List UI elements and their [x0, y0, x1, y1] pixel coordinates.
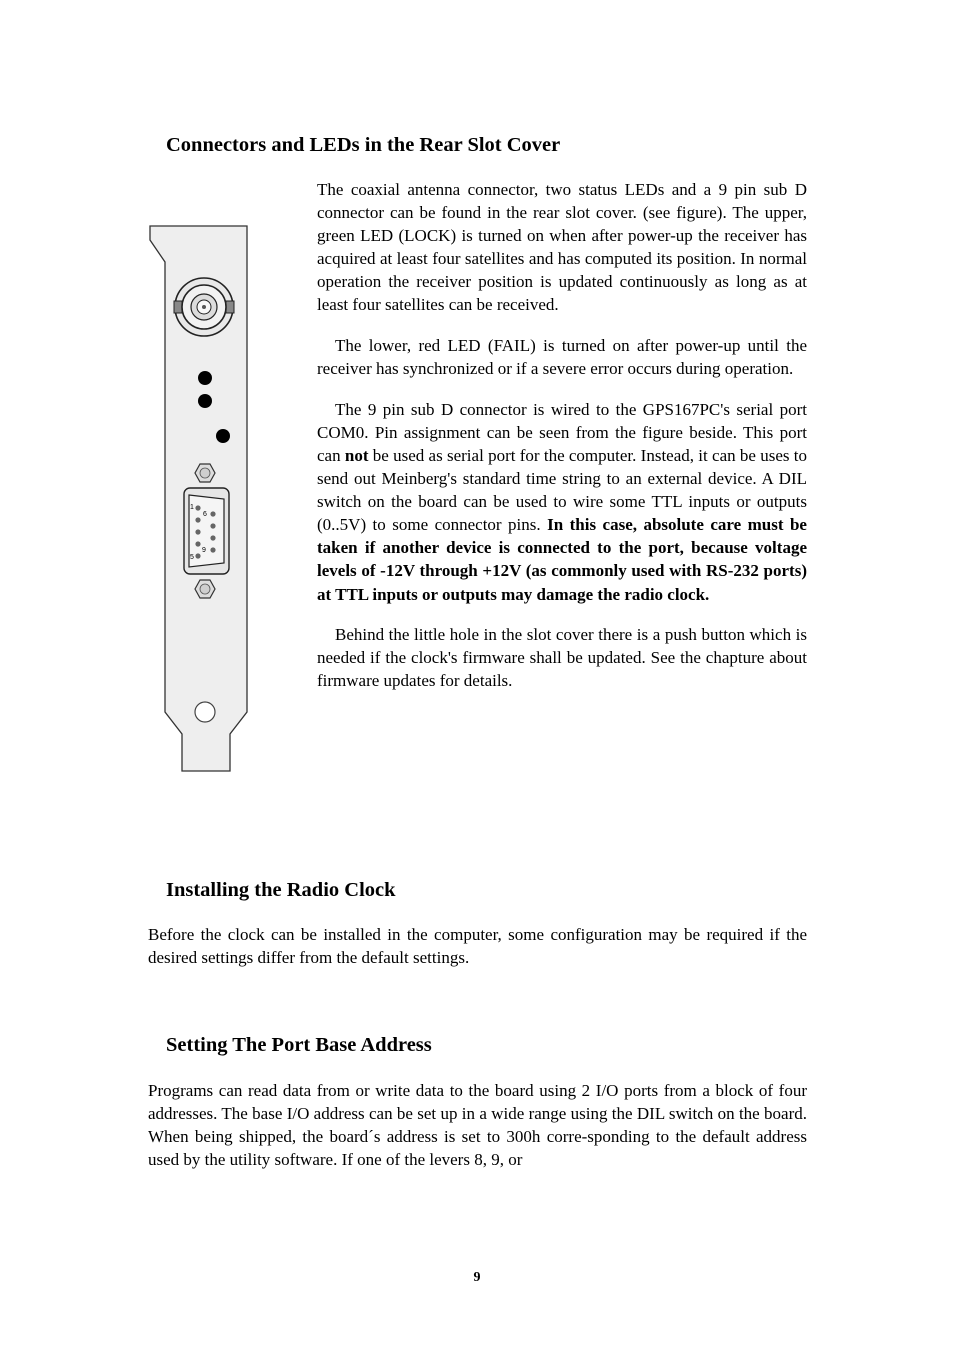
- rear-slot-text-column: [317, 178, 807, 710]
- page-number: 9: [473, 1270, 481, 1285]
- pin-label-1: 1: [190, 504, 194, 511]
- screw-top-icon: [195, 464, 215, 482]
- paragraph-installing: Before the clock can be installed in the computer, some configuration may be required if the desired settings differ from the default settings.: [148, 925, 807, 967]
- led-fail-icon: [198, 394, 212, 408]
- pin-label-9: 9: [202, 547, 206, 554]
- paragraph-connectors: The coaxial antenna connector, two status LEDs and a 9 pin sub D connector can be found in the rear slot cover. (see figure). The upper, green LED (LOCK) is turned on when after power-up the receiver has acquired at least four satellites and has computed its position. In normal operation the receiver position is updated continuously as long as at least four satellites can be received.: [317, 180, 807, 315]
- led-indicator-icon: [216, 429, 230, 443]
- sub-d-connector-icon: [184, 488, 229, 574]
- slot-cover-figure: [146, 222, 250, 774]
- section-heading-port-address: Setting The Port Base Address: [166, 1034, 432, 1056]
- paragraph-fail-led: The lower, red LED (FAIL) is turned on after power-up until the receiver has synchronized or if a severe error occurs during operation.: [317, 336, 807, 379]
- paragraph-push-button: Behind the little hole in the slot cover there is a push button which is needed if the clock's firmware shall be updated. See the chapture about firmware updates for details.: [317, 625, 807, 691]
- firmware-button-hole-icon: [195, 702, 215, 722]
- section-heading-installing: Installing the Radio Clock: [166, 879, 396, 901]
- screw-bottom-icon: [195, 580, 215, 598]
- pin-label-6: 6: [203, 511, 207, 518]
- pin-label-5: 5: [190, 554, 194, 561]
- coax-antenna-connector-icon: [174, 278, 234, 336]
- led-lock-icon: [198, 371, 212, 385]
- paragraph-port-address: Programs can read data from or write data to the board using 2 I/O ports from a block of four addresses. The base I/O address can be set up in a wide range using the DIL switch on the board. When being shipped, the board´s address is set to 300h corre-sponding to the default address used by the utility software. If one of the levers 8, 9, or: [148, 1081, 807, 1169]
- paragraph-sub-d: The 9 pin sub D connector is wired to the GPS167PC's serial port COM0. Pin assignment can be seen from the figure beside. This port can not be used as serial port for the computer. Instead, it can be uses to send out Meinberg's standard time string to an external device. A DIL switch on the board can be used to wire some TTL inputs or outputs (0..5V) to some connector pins. In this case, absolute care must be taken if another device is connected to the port, because voltage levels of -12V through +12V (as commonly used with RS-232 ports) at TTL inputs or outputs may damage the radio clock.: [317, 399, 807, 604]
- section-heading-rear-slot-cover: Connectors and LEDs in the Rear Slot Cover: [166, 134, 561, 156]
